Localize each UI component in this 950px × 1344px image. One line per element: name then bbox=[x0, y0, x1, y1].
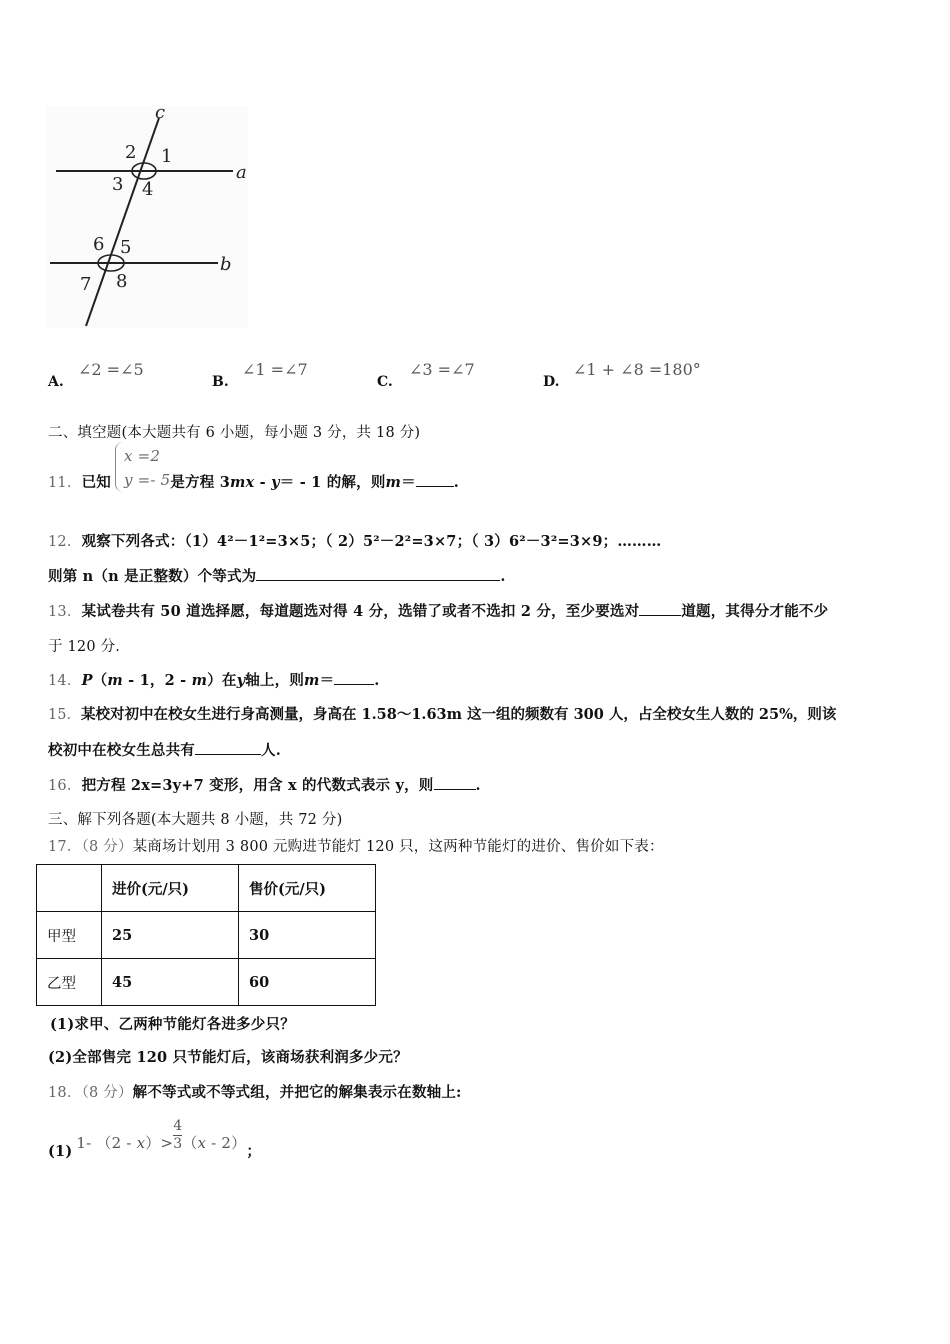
q18-number: 18． bbox=[48, 1085, 82, 1101]
table-cell: 30 bbox=[239, 912, 376, 959]
angle-label-4: 4 bbox=[142, 179, 154, 200]
option-a-letter: A. bbox=[48, 374, 64, 390]
question-15 bbox=[48, 703, 836, 724]
table-row bbox=[37, 959, 376, 1006]
question-15-line2 bbox=[48, 739, 281, 760]
angle-label-2: 2 bbox=[125, 142, 137, 163]
q16-text: 把方程 2x=3y+7 变形，用含 x 的代数式表示 y，则 bbox=[81, 777, 434, 794]
q11-pre: 已知 bbox=[81, 474, 111, 491]
q18-inequality: 1- （2 - x）> $\frac{4}{3}$ （x - 2） bbox=[76, 1118, 247, 1152]
q15-line1: 某校对初中在校女生进行身高测量，身高在 1.58～1.63m 这一组的频数有 300 人，占全校女生人数的 25%，则该 bbox=[80, 706, 837, 723]
q18-score: （8 分） bbox=[81, 1085, 133, 1101]
q17-sub2: (2)全部售完 120 只节能灯后，该商场获利润多少元？ bbox=[48, 1049, 408, 1066]
table-row bbox=[37, 912, 376, 959]
question-18 bbox=[48, 1081, 462, 1102]
q11-equation: 是方程 3mx - y＝ - 1 的解，则m＝ . bbox=[170, 474, 460, 491]
q11-system-bottom: y =- 5 bbox=[123, 471, 171, 489]
question-12 bbox=[48, 530, 661, 551]
label-b: b bbox=[220, 254, 232, 275]
q16-number: 16． bbox=[48, 778, 82, 794]
table-header-row bbox=[37, 865, 376, 912]
q17-score: （8 分） bbox=[81, 839, 133, 855]
table-cell: 乙型 bbox=[37, 959, 102, 1006]
q11-system-top: x =2 bbox=[123, 447, 161, 465]
question-12-line2 bbox=[48, 565, 506, 586]
q18-sub1-label: (1) bbox=[48, 1143, 73, 1160]
q13-answer-blank[interactable] bbox=[639, 601, 681, 616]
parallel-lines-figure bbox=[40, 100, 260, 332]
option-c-math: ∠3 =∠7 bbox=[409, 360, 475, 379]
label-c: c bbox=[155, 102, 166, 123]
question-14: 14．P（m - 1，2 - m）在y轴上，则m＝ . bbox=[48, 672, 380, 689]
question-16: 16．把方程 2x=3y+7 变形，用含 x 的代数式表示 y，则 . bbox=[48, 777, 481, 794]
angle-label-3: 3 bbox=[112, 174, 124, 195]
price-table bbox=[36, 864, 376, 1006]
q15-line2-post: 人. bbox=[261, 742, 281, 759]
q18-fraction: $\frac{4}{3}$ bbox=[173, 1118, 183, 1152]
section2-title: 二、填空题(本大题共有 6 小题，每小题 3 分，共 18 分) bbox=[48, 425, 421, 441]
q12-number: 12． bbox=[48, 534, 82, 550]
q13-post: 道题，其得分才能不少 bbox=[681, 603, 829, 620]
q11-answer-blank[interactable] bbox=[416, 472, 454, 487]
q11-number: 11． bbox=[48, 475, 82, 491]
q16-answer-blank[interactable] bbox=[434, 775, 476, 790]
q15-answer-blank[interactable] bbox=[195, 740, 261, 755]
question-17 bbox=[48, 835, 664, 856]
q18-semicolon: ； bbox=[246, 1143, 262, 1160]
q17-sub1: (1)求甲、乙两种节能灯各进多少只？ bbox=[50, 1016, 295, 1033]
table-cell: 60 bbox=[239, 959, 376, 1006]
q11-brace bbox=[115, 442, 124, 492]
q15-line2-pre: 校初中在校女生总共有 bbox=[48, 742, 195, 759]
angle-label-1: 1 bbox=[161, 146, 173, 167]
option-c-letter: C. bbox=[377, 374, 393, 390]
q13-pre: 某试卷共有 50 道选择愿，每道题选对得 4 分，选错了或者不选扣 2 分，至少要选对 bbox=[81, 603, 640, 620]
option-d-letter: D. bbox=[543, 374, 560, 390]
option-b-math: ∠1 =∠7 bbox=[242, 360, 308, 379]
q14-answer-blank[interactable] bbox=[334, 670, 374, 685]
option-b-letter: B. bbox=[212, 374, 229, 390]
q17-text: 某商场计划用 3 800 元购进节能灯 120 只，这两种节能灯的进价、售价如下表： bbox=[132, 839, 664, 855]
angle-label-7: 7 bbox=[80, 274, 92, 295]
table-header-cell bbox=[37, 865, 102, 912]
q12-answer-blank[interactable] bbox=[256, 566, 500, 581]
q15-number: 15． bbox=[48, 707, 81, 723]
angle-label-5: 5 bbox=[120, 237, 132, 258]
q11-system bbox=[124, 444, 170, 492]
table-cell: 45 bbox=[102, 959, 239, 1006]
table-cell: 25 bbox=[102, 912, 239, 959]
table-header-cell: 售价(元/只) bbox=[239, 865, 376, 912]
q13-line2: 于 120 分. bbox=[48, 639, 121, 655]
option-d-math: ∠1 + ∠8 =180° bbox=[573, 360, 701, 379]
q13-number: 13． bbox=[48, 604, 82, 620]
section3-title: 三、解下列各题(本大题共 8 小题，共 72 分) bbox=[48, 812, 343, 828]
question-11 bbox=[48, 444, 459, 496]
angle-label-8: 8 bbox=[116, 271, 128, 292]
label-a: a bbox=[236, 162, 247, 183]
q12-end: . bbox=[500, 568, 506, 585]
q17-number: 17． bbox=[48, 839, 82, 855]
q14-number: 14． bbox=[48, 673, 82, 689]
table-cell: 甲型 bbox=[37, 912, 102, 959]
question-13 bbox=[48, 600, 828, 621]
q12-line2: 则第 n（n 是正整数）个等式为 bbox=[48, 568, 257, 585]
q18-text: 解不等式或不等式组，并把它的解集表示在数轴上: bbox=[132, 1084, 462, 1101]
q12-text: 观察下列各式：（1）4²－1²=3×5；（ 2）5²－2²=3×7；（ 3）6²－3²=3×9；……… bbox=[81, 533, 662, 550]
option-a-math: ∠2 =∠5 bbox=[78, 360, 144, 379]
table-header-cell: 进价(元/只) bbox=[102, 865, 239, 912]
q18-sub1 bbox=[48, 1118, 261, 1164]
angle-label-6: 6 bbox=[93, 234, 105, 255]
